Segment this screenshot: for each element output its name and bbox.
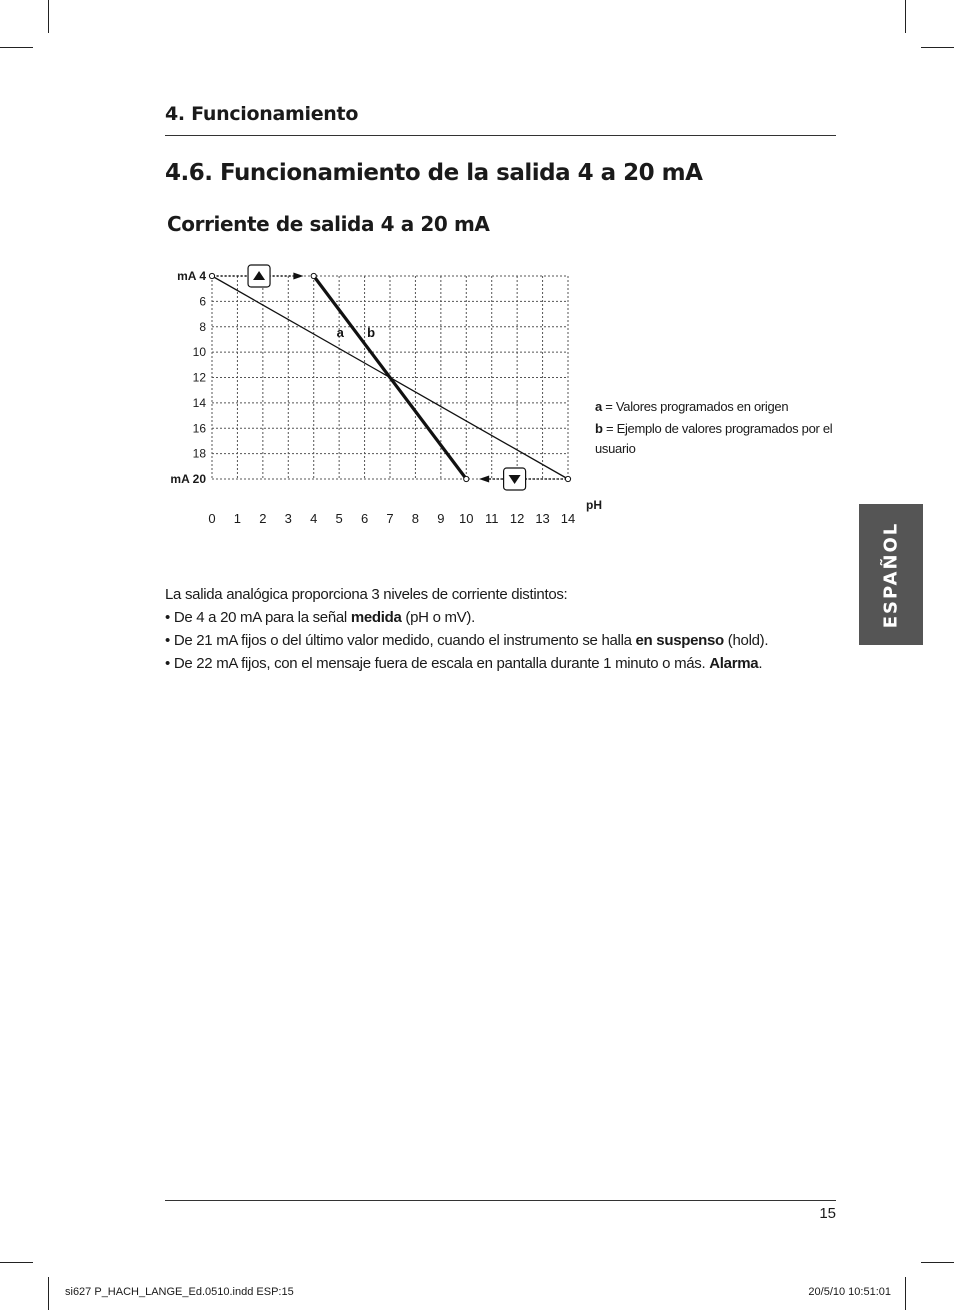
x-tick-label: 3 — [284, 511, 292, 526]
legend-b-text: = Ejemplo de valores programados por el usuario — [595, 421, 833, 456]
y-tick-label: 16 — [192, 421, 206, 436]
bullet-hold-pre: • De 21 mA fijos o del último valor medido, cuando el instrumento se halla — [165, 632, 636, 649]
legend-a — [595, 397, 835, 417]
x-tick-label: 7 — [386, 511, 394, 526]
language-tab-label: ESPAÑOL — [880, 521, 902, 628]
legend-a-text: = Valores programados en origen — [601, 399, 789, 414]
section-heading: 4. Funcionamiento — [165, 103, 359, 125]
page-number: 15 — [819, 1205, 836, 1222]
endpoint-marker — [209, 273, 214, 278]
header-rule — [165, 135, 836, 136]
bullet-alarm-post: . — [758, 655, 763, 672]
intro-paragraph: La salida analógica proporciona 3 niveles de corriente distintos: — [165, 586, 568, 603]
bullet-measured-bold: medida — [350, 609, 402, 626]
endpoint-marker — [565, 476, 570, 481]
y-tick-label: 18 — [192, 446, 206, 461]
y-tick-label: 6 — [199, 294, 206, 309]
x-tick-label: 6 — [360, 511, 369, 526]
bullet-alarm-bold: Alarma — [709, 655, 759, 672]
footer-rule — [165, 1200, 836, 1201]
bullet-hold-bold: en suspenso — [635, 632, 724, 649]
x-tick-label: 1 — [233, 511, 242, 526]
x-tick-label: 8 — [411, 511, 420, 526]
page-title: 4.6. Funcionamiento de la salida 4 a 20 mA — [165, 160, 703, 186]
y-tick-label: 8 — [199, 319, 206, 334]
chart-subtitle: Corriente de salida 4 a 20 mA — [167, 212, 490, 236]
x-tick-label: 0 — [208, 511, 216, 526]
language-side-tab — [859, 504, 923, 645]
output-current-chart — [150, 255, 610, 535]
x-tick-label: 14 — [560, 511, 576, 526]
bullet-hold-post: (hold). — [723, 632, 769, 649]
x-tick-label: 13 — [535, 511, 550, 526]
y-tick-label: mA 20 — [170, 472, 206, 486]
body-text — [165, 583, 825, 675]
legend-a-key: a — [595, 399, 602, 414]
x-tick-label: 10 — [459, 511, 474, 526]
series-label-b: b — [367, 324, 376, 340]
x-axis-label: pH — [586, 498, 602, 512]
x-tick-label: 11 — [484, 511, 499, 526]
bullet-alarm-pre: • De 22 mA fijos, con el mensaje fuera de escala en pantalla durante 1 minuto o más. — [165, 655, 710, 672]
x-tick-label: 5 — [335, 511, 343, 526]
y-tick-label: 10 — [192, 345, 206, 360]
series-label-a: a — [336, 324, 344, 340]
x-tick-label: 4 — [310, 511, 318, 526]
endpoint-marker — [464, 476, 469, 481]
footer-file-info: si627 P_HACH_LANGE_Ed.0510.indd ESP:15 — [65, 1286, 294, 1298]
x-tick-label: 12 — [509, 511, 525, 526]
shift-bottom-arrowhead — [479, 476, 489, 483]
y-tick-label: mA 4 — [177, 269, 206, 283]
bullet-measured-post: (pH o mV). — [401, 609, 475, 626]
y-tick-label: 12 — [192, 370, 206, 385]
y-tick-label: 14 — [192, 395, 206, 410]
legend-b-key: b — [595, 421, 603, 436]
bullet-measured-pre: • De 4 a 20 mA para la señal — [165, 609, 351, 626]
bullet-measured — [165, 606, 825, 629]
shift-top-arrowhead — [293, 273, 303, 280]
footer-timestamp: 20/5/10 10:51:01 — [808, 1286, 891, 1298]
bullet-alarm — [165, 652, 825, 675]
x-tick-label: 2 — [259, 511, 267, 526]
x-tick-label: 9 — [437, 511, 445, 526]
legend-b — [595, 419, 835, 459]
endpoint-marker — [311, 273, 316, 278]
bullet-hold — [165, 629, 825, 652]
